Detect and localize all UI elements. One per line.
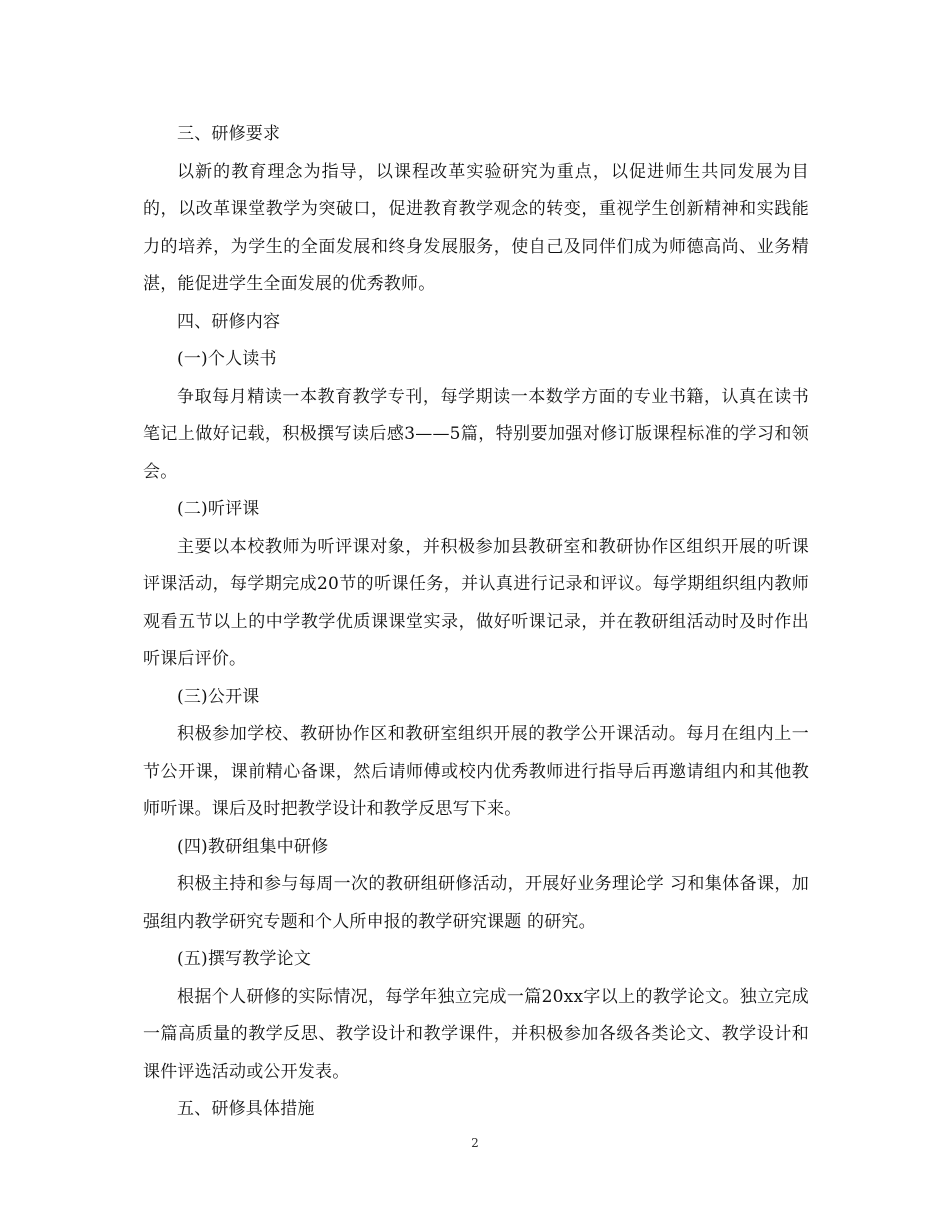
- page-number: 2: [471, 1136, 479, 1150]
- paragraph-open-class: 积极参加学校、教研协作区和教研室组织开展的教学公开课活动。每月在组内上一节公开课，课前精心备课，然后请师傅或校内优秀教师进行指导后再邀请组内和其他教师听课。课后及时把教学设计和教学反思写下来。: [143, 724, 809, 819]
- document-body: [143, 116, 809, 1129]
- section-heading-content: 四、研修内容: [177, 311, 281, 332]
- subheading-personal-reading: (一)个人读书: [177, 349, 277, 369]
- paragraph-requirements: 以新的教育理念为指导，以课程改革实验研究为重点，以促进师生共同发展为目的，以改革课堂教学为突破口，促进教育教学观念的转变，重视学生创新精神和实践能力的培养，为学生的全面发展和终身发展服务，使自己及同伴们成为师德高尚、业务精湛，能促进学生全面发展的优秀教师。: [143, 161, 809, 294]
- subheading-writing-papers: (五)撰写教学论文: [177, 949, 312, 969]
- section-heading-requirements: 三、研修要求: [177, 124, 281, 144]
- subheading-group-study: (四)教研组集中研修: [177, 836, 329, 857]
- paragraph-writing-papers: 根据个人研修的实际情况，每学年独立完成一篇20xx字以上的教学论文。独立完成一篇高质量的教学反思、教学设计和教学课件，并积极参加各级各类论文、教学设计和课件评选活动或公开发表。: [143, 986, 809, 1082]
- subheading-open-class: (三)公开课: [177, 686, 260, 707]
- subheading-lesson-observation: (二)听评课: [177, 499, 260, 519]
- section-heading-measures: 五、研修具体措施: [177, 1099, 315, 1119]
- paragraph-group-study: 积极主持和参与每周一次的教研组研修活动，开展好业务理论学 习和集体备课，加强组内教学研究专题和个人所申报的教学研究课题 的研究。: [143, 874, 809, 932]
- paragraph-personal-reading: 争取每月精读一本教育教学专刊，每学期读一本数学方面的专业书籍，认真在读书笔记上做好记载，积极撰写读后感3——5篇，特别要加强对修订版课程标准的学习和领会。: [143, 386, 809, 482]
- paragraph-lesson-observation: 主要以本校教师为听评课对象，并积极参加县教研室和教研协作区组织开展的听课评课活动，每学期完成20节的听课任务，并认真进行记录和评议。每学期组织组内教师观看五节以上的中学教学优质课课堂实录，做好听课记录，并在教研组活动时及时作出听课后评价。: [143, 536, 809, 669]
